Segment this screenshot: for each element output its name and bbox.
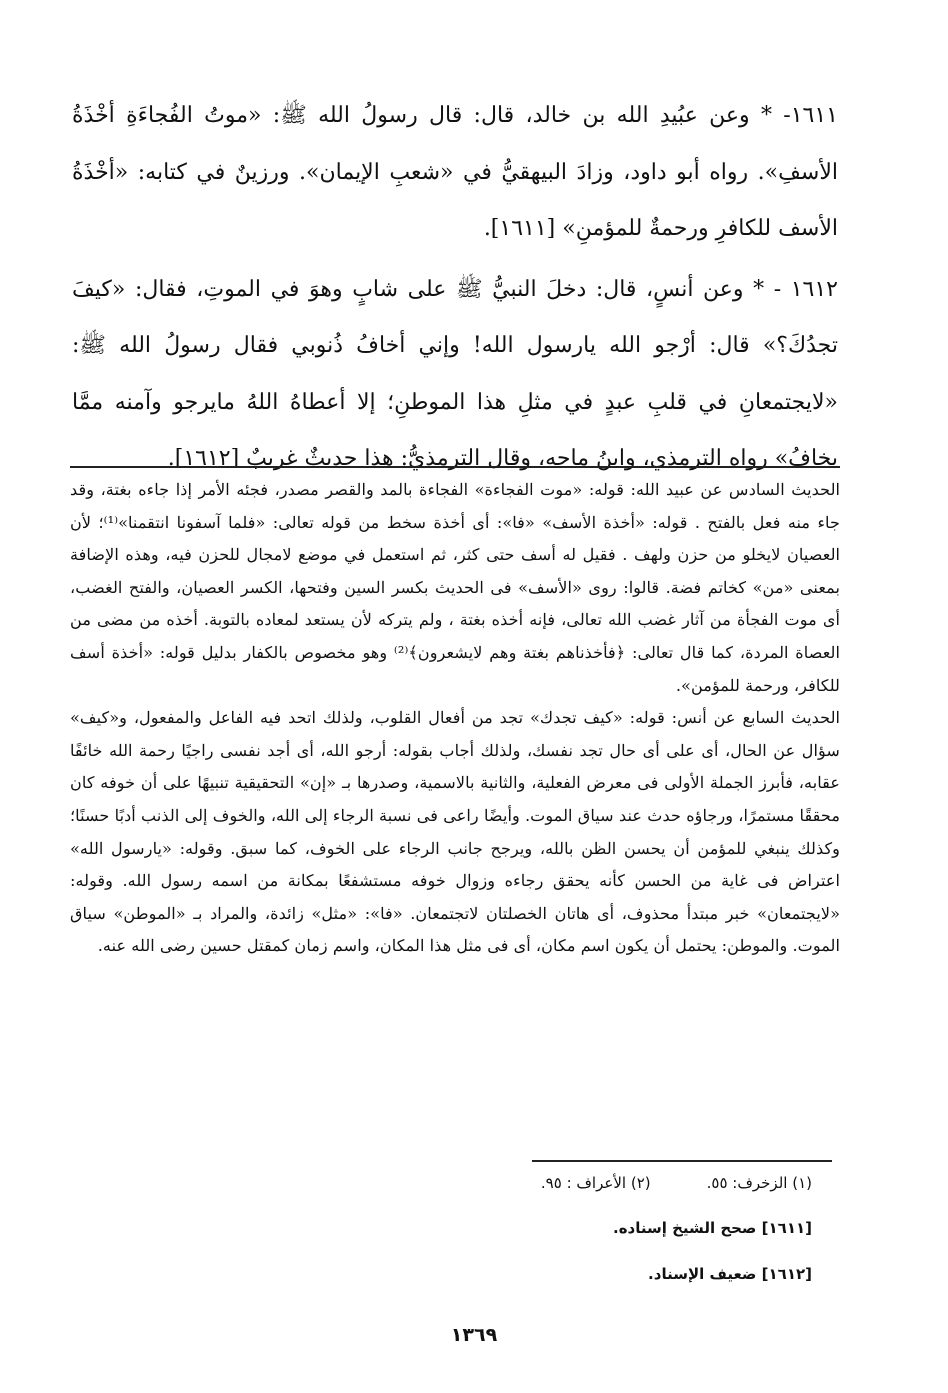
footnote-divider [532, 1160, 832, 1162]
footnotes [312, 1168, 812, 1290]
commentary-paragraph-2: الحديث السابع عن أنس: قوله: «كيف تجدك» تجد من أفعال القلوب، ولذلك اتحد فيه الفاعل والمفعول، و«كيف» سؤال عن الحال، أى على أى حال تجد نفسك، ولذلك أجاب بقوله: أرجو الله، أى أجد نفسى راجيًا رحمة الله خائفًا عقابه، فأبرز الجملة الأولى فى معرض الفعلية، والثانية بالاسمية، وصدرها بـ «إن» التحقيقية تنبيهًا على أن خوفه كان محققًا مستمرًا، ورجاؤه حدث عند سياق الموت. وأيضًا راعى فى نسبة الرجاء إلى الله، والخوف إلى الذنب أدبًا حسنًا؛ وكذلك ينبغي للمؤمن أن يحسن الظن بالله، ويرجح جانب الرجاء على الخوف، كما سبق. وقوله: «يارسول الله» اعتراض فى غاية من الحسن كأنه يحقق رجاءه وزوال خوفه مستشفعًا بمكانة من اسمه رسول الله. وقوله: «لايجتمعان» خبر مبتدأ محذوف، أى هاتان الخصلتان لاتجتمعان. «فا»: «مثل» زائدة، والمراد بـ «الموطن» سياق الموت. والموطن: يحتمل أن يكون اسم مكان، أى فى مثل هذا المكان، واسم زمان كمقتل حسين رضى الله عنه. [70, 708, 840, 956]
grading-1611: [١٦١١] صحح الشيخ إسناده. [613, 1219, 812, 1237]
hadith-1612: ١٦١٢ - * وعن أنسٍ، قال: دخلَ النبيُّ ﷺ على شابٍ وهوَ في الموتِ، فقال: «كيفَ تجدُكَ؟» قال: أرْجو الله يارسول الله! وإني أخافُ ذُنوبي فقال رسولُ الله ﷺ: «لايجتمعانِ في قلبِ عبدٍ في مثلِ هذا الموطنِ؛ إلا أعطاهُ اللهُ مايرجو وآمنه ممَّا يخافُ» رواه الترمذي، وابنُ ماجه، وقال الترمذيُّ: هذا حديثٌ غريبٌ [١٦١٢]. [72, 276, 838, 471]
footnote-row [312, 1168, 812, 1198]
footnote-2: (٢) الأعراف : ٩٥. [540, 1174, 651, 1192]
commentary [70, 474, 840, 963]
hadith-text [72, 88, 838, 488]
commentary-paragraph-1: الحديث السادس عن عبيد الله: قوله: «موت الفجاءة» الفجاءة بالمد والقصر مصدر، فجئه الأمر إذا جاءه بغتة، وقد جاء منه فعل بالفتح . قوله: «أخذة الأسف» «فا»: أى أخذة سخط من قوله تعالى: «فلما آسفونا انتقمنا»⁽¹⁾؛ لأن العصيان لايخلو من حزن ولهف . فقيل له أسف حتى كثر، ثم استعمل في موضع لامجال للحزن فيه، وهذه الإضافة بمعنى «من» كخاتم فضة. قالوا: روى «الأسف» فى الحديث بكسر السين وفتحها، الكسر العصيان، والفتح الغضب، أى موت الفجأة من آثار غضب الله تعالى، فإنه أخذه بغتة ، ولم يتركه لأن يستعد لمعاده بالتوبة. أخذه من مضى من العصاة المردة، كما قال تعالى: ﴿فأخذناهم بغتة وهم لايشعرون﴾⁽²⁾ وهو مخصوص بالكفار بدليل قوله: «أخذة أسف للكافر، ورحمة للمؤمن». [70, 480, 840, 695]
commentary-divider [70, 466, 840, 468]
grading-1612: [١٦١٢] ضعيف الإسناد. [648, 1265, 812, 1283]
footnote-1: (١) الزخرف: ٥٥. [706, 1174, 812, 1192]
page-number: ١٣٦٩ [450, 1324, 498, 1346]
hadith-1611: ١٦١١- * وعن عبُيدِ الله بن خالد، قال: قال رسولُ الله ﷺ: «موتُ الفُجاءَةِ أخْذَةُ الأسفِ». رواه أبو داود، وزادَ البيهقيُّ في «شعبِ الإيمان». ورزينٌ في كتابه: «أخْذَةُ الأسف للكافرِ ورحمةٌ للمؤمنِ» [١٦١١]. [72, 103, 838, 241]
